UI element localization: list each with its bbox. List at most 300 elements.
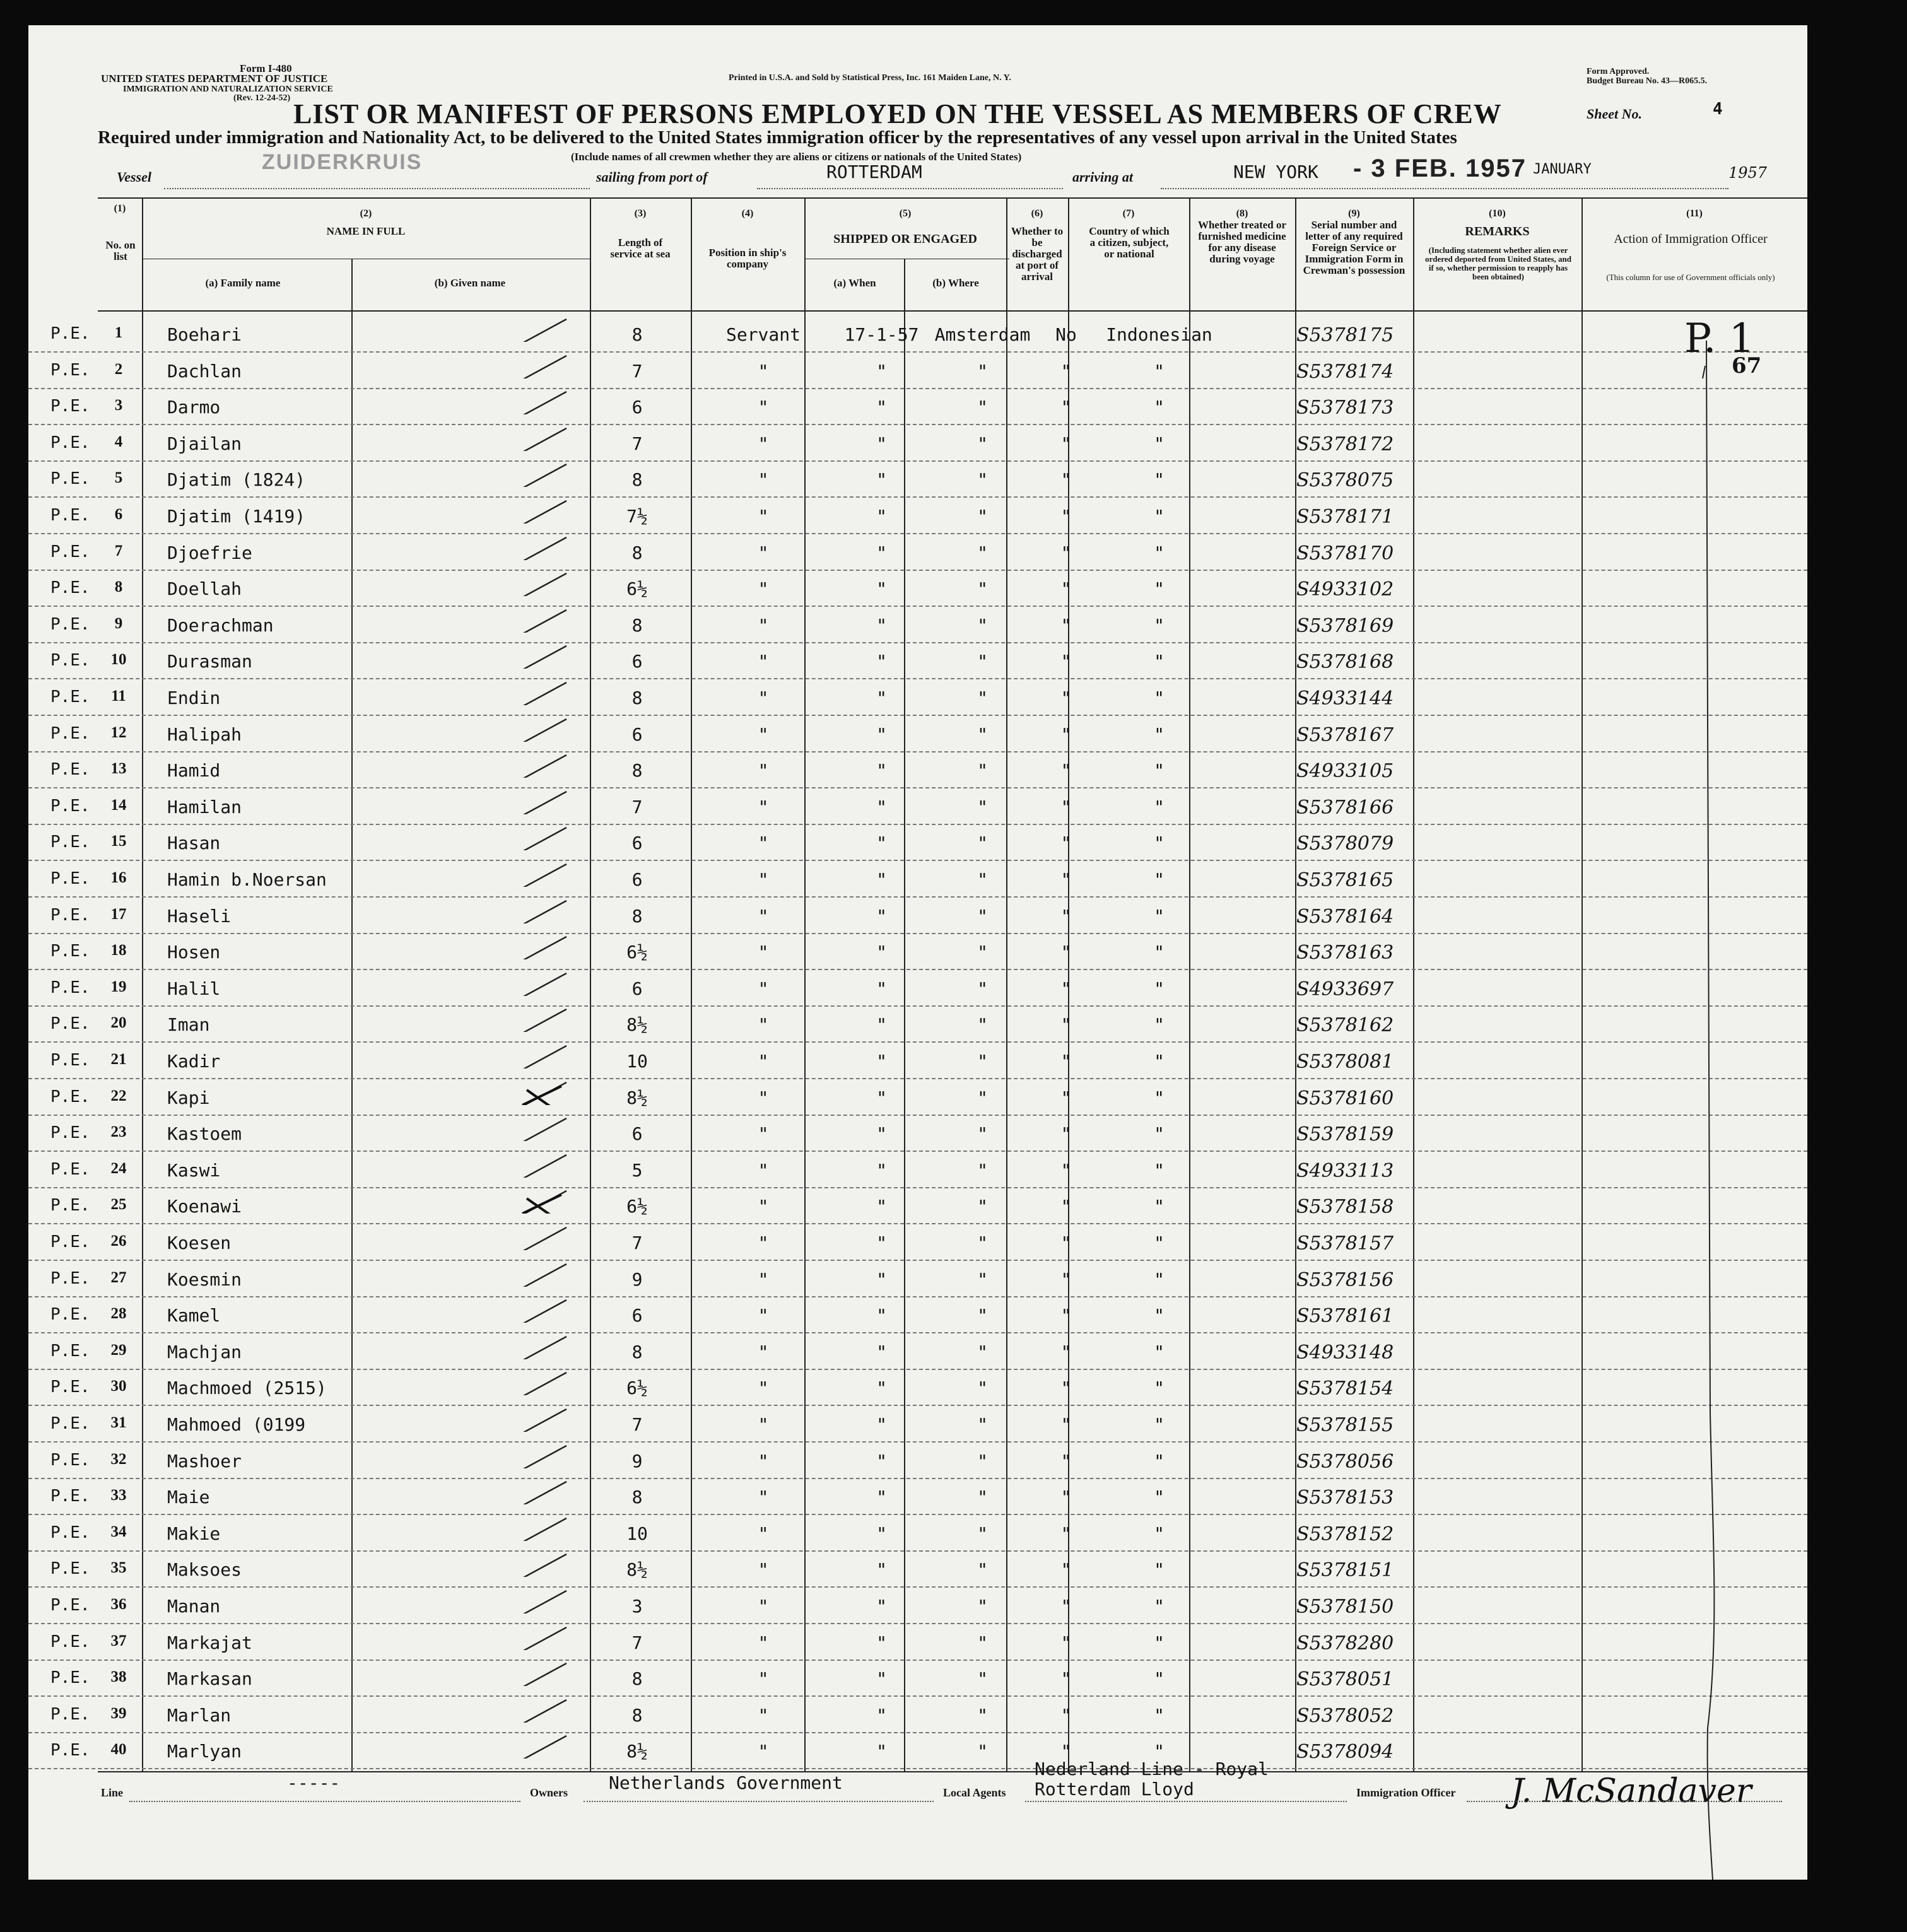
row-nationality: " (1154, 688, 1165, 708)
check-mark-icon (492, 1443, 587, 1468)
arrival-year: 1957 (1728, 164, 1768, 182)
check-mark-icon (492, 1188, 587, 1214)
check-mark-icon (492, 1552, 587, 1577)
row-length-of-service: 3 (631, 1596, 643, 1617)
row-shipped-where: " (977, 1341, 988, 1362)
row-position: " (758, 1704, 769, 1726)
row-shipped-when: " (876, 506, 887, 527)
row-position: " (758, 1741, 769, 1762)
table-row (28, 1587, 1807, 1624)
row-serial-number: S5378172 (1296, 433, 1394, 455)
col1-header: No. on list (105, 239, 136, 262)
row-position: " (758, 1341, 769, 1362)
row-pe-code: P.E. (50, 688, 90, 706)
row-shipped-where: " (977, 578, 988, 600)
check-mark-icon (492, 971, 587, 996)
row-pe-code: P.E. (50, 1632, 90, 1651)
row-pe-code: P.E. (50, 1014, 90, 1034)
row-serial-number: S5378280 (1296, 1632, 1394, 1654)
row-serial-number: S5378169 (1296, 614, 1394, 637)
row-family-name: Kastoem (167, 1123, 242, 1145)
row-serial-number: S4933148 (1296, 1341, 1394, 1364)
table-row (28, 1405, 1807, 1443)
row-length-of-service: 8 (631, 1704, 643, 1726)
row-family-name: Maksoes (167, 1559, 242, 1581)
col5-header: SHIPPED OR ENGAGED (833, 232, 977, 246)
row-discharged: " (1060, 506, 1072, 527)
row-discharged: " (1060, 1232, 1072, 1253)
row-length-of-service: 6½ (626, 578, 648, 600)
table-row (28, 460, 1807, 498)
row-discharged: " (1060, 1378, 1072, 1399)
check-mark-icon (492, 898, 587, 923)
row-pe-code: P.E. (50, 469, 90, 489)
row-family-name: Marlan (167, 1704, 232, 1726)
row-number: 29 (110, 1341, 127, 1359)
row-number: 24 (110, 1159, 127, 1177)
sheet-no-value: 4 (1713, 100, 1723, 119)
table-row (28, 497, 1807, 534)
row-length-of-service: 7 (631, 433, 643, 454)
row-shipped-where: " (977, 1268, 988, 1290)
row-shipped-where: " (977, 796, 988, 817)
officer-dotted (1467, 1801, 1782, 1802)
col8-number: (8) (1236, 208, 1248, 219)
row-shipped-when: " (876, 614, 887, 636)
arrival-date-stamp: - 3 FEB. 1957 (1353, 155, 1527, 182)
table-row (28, 1333, 1807, 1370)
row-number: 17 (110, 905, 127, 923)
row-discharged: " (1060, 688, 1072, 708)
row-length-of-service: 9 (631, 1268, 643, 1290)
row-pe-code: P.E. (50, 1341, 90, 1361)
col11-header: Action of Immigration Officer (1614, 232, 1768, 246)
row-discharged: " (1060, 1123, 1072, 1145)
row-number: 19 (110, 978, 127, 995)
row-number: 10 (110, 651, 127, 669)
row-shipped-where: " (977, 1668, 988, 1690)
row-family-name: Hasan (167, 833, 221, 854)
row-shipped-where: " (977, 1741, 988, 1762)
row-serial-number: S4933144 (1296, 688, 1394, 710)
row-serial-number: S5378094 (1296, 1741, 1394, 1764)
check-mark-icon (492, 317, 587, 342)
row-number: 40 (110, 1741, 127, 1759)
check-mark-icon (492, 1297, 587, 1323)
row-length-of-service: 6 (631, 651, 643, 672)
row-position: " (758, 651, 769, 672)
row-nationality: " (1154, 433, 1165, 454)
include-note: (Include names of all crewmen whether they are aliens or citizens or nationals of the United States) (571, 151, 1022, 163)
row-family-name: Kapi (167, 1087, 210, 1108)
check-mark-icon (492, 1661, 587, 1686)
row-serial-number: S5378166 (1296, 796, 1394, 819)
row-family-name: Endin (167, 688, 221, 708)
row-family-name: Djatim (1824) (167, 469, 306, 491)
check-mark-icon (492, 752, 587, 778)
row-position: " (758, 1596, 769, 1617)
table-row (28, 715, 1807, 752)
row-shipped-where: " (977, 1232, 988, 1253)
check-mark-icon (492, 789, 587, 814)
row-position: " (758, 796, 769, 817)
row-discharged: " (1060, 1196, 1072, 1217)
row-family-name: Kaswi (167, 1159, 221, 1181)
check-mark-icon (492, 535, 587, 560)
row-shipped-when: " (876, 578, 887, 600)
row-length-of-service: 8 (631, 688, 643, 708)
row-pe-code: P.E. (50, 1232, 90, 1251)
row-serial-number: S5378160 (1296, 1087, 1394, 1109)
row-nationality: " (1154, 723, 1165, 745)
row-length-of-service: 8½ (626, 1559, 648, 1581)
col5a-header: (a) When (833, 277, 876, 289)
row-discharged: " (1060, 1159, 1072, 1181)
table-row (28, 860, 1807, 898)
row-pe-code: P.E. (50, 1704, 90, 1724)
row-family-name: Koesmin (167, 1268, 242, 1290)
row-length-of-service: 6 (631, 397, 643, 418)
row-number: 18 (110, 942, 127, 959)
row-pe-code: P.E. (50, 1741, 90, 1760)
row-serial-number: S5378174 (1296, 360, 1394, 383)
row-shipped-where: " (977, 1523, 988, 1544)
row-position: " (758, 723, 769, 745)
row-family-name: Machjan (167, 1341, 242, 1362)
table-row (28, 1187, 1807, 1224)
row-length-of-service: 10 (626, 1051, 648, 1072)
col7-header: Country of which a citizen, subject, or national (1089, 225, 1170, 260)
row-shipped-where: " (977, 397, 988, 418)
row-nationality: " (1154, 1341, 1165, 1362)
row-serial-number: S5378168 (1296, 651, 1394, 674)
row-pe-code: P.E. (50, 1450, 90, 1470)
row-pe-code: P.E. (50, 542, 90, 561)
row-shipped-where: " (977, 1014, 988, 1036)
row-number: 32 (110, 1450, 127, 1468)
row-length-of-service: 10 (626, 1523, 648, 1544)
row-number: 20 (110, 1014, 127, 1032)
row-serial-number: S5378155 (1296, 1414, 1394, 1436)
table-row (28, 933, 1807, 970)
row-shipped-when: " (876, 1087, 887, 1108)
row-length-of-service: 6 (631, 723, 643, 745)
owners-value: Netherlands Government (609, 1772, 843, 1793)
row-discharged: " (1060, 1487, 1072, 1508)
col1-number: (1) (114, 203, 126, 214)
row-length-of-service: 8 (631, 542, 643, 563)
table-row (28, 424, 1807, 462)
owners-label: Owners (530, 1786, 568, 1799)
row-nationality: " (1154, 1596, 1165, 1617)
row-position: " (758, 1014, 769, 1036)
row-shipped-where: " (977, 869, 988, 890)
row-nationality: " (1154, 1450, 1165, 1472)
row-position: " (758, 1559, 769, 1581)
row-number: 27 (110, 1268, 127, 1286)
row-shipped-where: " (977, 506, 988, 527)
row-number: 35 (110, 1559, 127, 1577)
row-shipped-where: " (977, 1596, 988, 1617)
row-nationality: " (1154, 1668, 1165, 1690)
row-position: " (758, 542, 769, 563)
row-serial-number: S5378151 (1296, 1559, 1394, 1582)
row-nationality: " (1154, 1741, 1165, 1762)
row-number: 16 (110, 869, 127, 886)
service-name: IMMIGRATION AND NATURALIZATION SERVICE (123, 85, 333, 94)
row-shipped-when: " (876, 1268, 887, 1290)
row-nationality: " (1154, 1414, 1165, 1435)
row-nationality: " (1154, 905, 1165, 927)
row-family-name: Dachlan (167, 360, 242, 382)
row-serial-number: S4933102 (1296, 578, 1394, 601)
row-nationality: " (1154, 360, 1165, 382)
col5-number: (5) (899, 208, 912, 219)
row-shipped-where: " (977, 1196, 988, 1217)
row-shipped-when: " (876, 1014, 887, 1036)
check-mark-icon (492, 462, 587, 487)
row-serial-number: S5378079 (1296, 833, 1394, 855)
row-pe-code: P.E. (50, 1523, 90, 1542)
row-serial-number: S5378161 (1296, 1305, 1394, 1328)
row-pe-code: P.E. (50, 651, 90, 670)
line-label: Line (101, 1786, 124, 1799)
row-discharged: " (1060, 578, 1072, 600)
row-nationality: " (1154, 1159, 1165, 1181)
table-row (28, 1696, 1807, 1733)
table-row (28, 824, 1807, 861)
table-row (28, 1514, 1807, 1552)
row-shipped-where: " (977, 1450, 988, 1472)
row-pe-code: P.E. (50, 1159, 90, 1179)
table-row (28, 1115, 1807, 1152)
row-serial-number: S5378165 (1296, 869, 1394, 891)
agents-label: Local Agents (943, 1786, 1006, 1799)
col9-number: (9) (1348, 208, 1360, 219)
row-family-name: Manan (167, 1596, 221, 1617)
row-length-of-service: 8½ (626, 1741, 648, 1762)
row-shipped-when: " (876, 833, 887, 854)
row-serial-number: S5378158 (1296, 1196, 1394, 1219)
row-pe-code: P.E. (50, 578, 90, 598)
row-length-of-service: 7 (631, 360, 643, 382)
vessel-dotted-line (164, 188, 590, 189)
row-shipped-where: " (977, 1487, 988, 1508)
row-number: 11 (111, 688, 126, 705)
row-family-name: Djailan (167, 433, 242, 454)
row-nationality: " (1154, 1523, 1165, 1544)
row-pe-code: P.E. (50, 869, 90, 888)
row-nationality: " (1154, 1559, 1165, 1581)
col4-number: (4) (741, 208, 754, 219)
row-shipped-when: " (876, 433, 887, 454)
row-pe-code: P.E. (50, 796, 90, 816)
row-nationality: " (1154, 760, 1165, 782)
row-family-name: Doellah (167, 578, 242, 600)
row-serial-number: S5378162 (1296, 1014, 1394, 1037)
check-mark-icon (492, 1516, 587, 1541)
row-shipped-when: " (876, 1741, 887, 1762)
row-discharged: " (1060, 1596, 1072, 1617)
row-number: 12 (110, 723, 127, 741)
row-pe-code: P.E. (50, 433, 90, 452)
row-discharged: " (1060, 833, 1072, 854)
row-family-name: Machmoed (2515) (167, 1378, 327, 1399)
officer-signature: J. McSandaver (1511, 1772, 1752, 1810)
table-row (28, 606, 1807, 643)
row-number: 30 (110, 1378, 127, 1395)
table-row (28, 1005, 1807, 1043)
row-serial-number: S5378157 (1296, 1232, 1394, 1255)
row-family-name: Kadir (167, 1051, 221, 1072)
table-row (28, 1369, 1807, 1406)
row-shipped-where: " (977, 1305, 988, 1326)
table-row (28, 642, 1807, 679)
check-mark-icon (492, 862, 587, 887)
row-nationality: " (1154, 506, 1165, 527)
row-family-name: Maie (167, 1487, 210, 1508)
row-position: " (758, 1414, 769, 1435)
row-family-name: Kamel (167, 1305, 221, 1326)
table-row (28, 534, 1807, 571)
row-number: 36 (110, 1596, 127, 1613)
row-shipped-when: " (876, 542, 887, 563)
row-number: 31 (110, 1414, 127, 1431)
row-shipped-when: " (876, 651, 887, 672)
check-mark-icon (492, 1225, 587, 1250)
row-serial-number: S5378164 (1296, 905, 1394, 928)
row-pe-code: P.E. (50, 1414, 90, 1433)
row-family-name: Haseli (167, 905, 232, 927)
row-family-name: Durasman (167, 651, 252, 672)
row-shipped-when: " (876, 905, 887, 927)
row-family-name: Koenawi (167, 1196, 242, 1217)
row-shipped-when: " (876, 1596, 887, 1617)
row-shipped-where: " (977, 469, 988, 491)
row-length-of-service: 8 (631, 1487, 643, 1508)
row-shipped-when: " (876, 1305, 887, 1326)
row-shipped-when: " (876, 1196, 887, 1217)
table-row (28, 1224, 1807, 1261)
row-shipped-when: " (876, 1668, 887, 1690)
row-pe-code: P.E. (50, 1559, 90, 1579)
row-nationality: " (1154, 578, 1165, 600)
table-row (28, 352, 1807, 389)
row-family-name: Iman (167, 1014, 210, 1036)
row-shipped-when: " (876, 942, 887, 963)
row-nationality: " (1154, 1232, 1165, 1253)
check-mark-icon (492, 607, 587, 633)
row-discharged: " (1060, 1414, 1072, 1435)
check-mark-icon (492, 643, 587, 669)
row-nationality: " (1154, 1487, 1165, 1508)
row-serial-number: S5378173 (1296, 397, 1394, 419)
row-family-name: Djoefrie (167, 542, 252, 563)
row-nationality: " (1154, 1087, 1165, 1108)
check-mark-icon (492, 717, 587, 742)
row-number: 8 (114, 578, 123, 596)
row-nationality: " (1154, 1704, 1165, 1726)
row-shipped-when: " (876, 1159, 887, 1181)
row-length-of-service: 5 (631, 1159, 643, 1181)
row-shipped-when: " (876, 723, 887, 745)
row-family-name: Markasan (167, 1668, 252, 1690)
row-length-of-service: 8 (631, 614, 643, 636)
row-shipped-when: " (876, 1559, 887, 1581)
row-discharged: " (1060, 433, 1072, 454)
row-shipped-when: " (876, 869, 887, 890)
table-top-border (98, 197, 1807, 199)
row-discharged: " (1060, 1668, 1072, 1690)
table-row (28, 315, 1807, 353)
row-shipped-when: " (876, 1232, 887, 1253)
row-length-of-service: 8½ (626, 1087, 648, 1108)
row-discharged: " (1060, 1704, 1072, 1726)
row-shipped-when: " (876, 1704, 887, 1726)
col11-number: (11) (1686, 208, 1703, 219)
row-pe-code: P.E. (50, 833, 90, 852)
row-family-name: Halil (167, 978, 221, 999)
arriving-dotted-line (1161, 188, 1728, 189)
officer-label: Immigration Officer (1356, 1786, 1456, 1799)
arriving-label: arriving at (1072, 169, 1133, 185)
row-shipped-when: " (876, 1051, 887, 1072)
col7-number: (7) (1122, 208, 1135, 219)
col10-header: REMARKS (1465, 225, 1530, 238)
row-number: 28 (110, 1305, 127, 1323)
row-shipped-when: " (876, 1123, 887, 1145)
row-serial-number: S4933697 (1296, 978, 1394, 1000)
row-position: " (758, 1632, 769, 1653)
row-position: " (758, 1523, 769, 1544)
row-serial-number: S5378159 (1296, 1123, 1394, 1146)
row-serial-number: S5378167 (1296, 723, 1394, 746)
budget-bureau: Budget Bureau No. 43—R065.5. (1587, 76, 1708, 86)
row-shipped-when: " (876, 688, 887, 708)
row-discharged: " (1060, 978, 1072, 999)
check-mark-icon (492, 571, 587, 596)
row-length-of-service: 6 (631, 1123, 643, 1145)
table-row (28, 1660, 1807, 1697)
row-position: " (758, 506, 769, 527)
row-serial-number: S5378081 (1296, 1051, 1394, 1073)
row-pe-code: P.E. (50, 614, 90, 634)
row-discharged: " (1060, 796, 1072, 817)
row-position: " (758, 469, 769, 491)
table-row (28, 751, 1807, 788)
row-discharged: " (1060, 1523, 1072, 1544)
row-serial-number: S5378152 (1296, 1523, 1394, 1545)
row-number: 6 (114, 506, 123, 523)
check-mark-icon (492, 1152, 587, 1178)
row-shipped-where: " (977, 542, 988, 563)
table-row (28, 1624, 1807, 1661)
row-position: " (758, 688, 769, 708)
row-shipped-where: " (977, 723, 988, 745)
check-mark-icon (492, 825, 587, 850)
table-row (28, 1550, 1807, 1588)
port-dotted-line (757, 188, 1063, 189)
table-row (28, 388, 1807, 425)
action-annotation: P. 1 (1684, 315, 1755, 362)
row-family-name: Mahmoed (0199 (167, 1414, 306, 1435)
row-pe-code: P.E. (50, 942, 90, 961)
owners-dotted (584, 1801, 934, 1802)
row-position: " (758, 1159, 769, 1181)
row-length-of-service: 6 (631, 1305, 643, 1326)
row-nationality: " (1154, 397, 1165, 418)
row-shipped-when: " (876, 1487, 887, 1508)
